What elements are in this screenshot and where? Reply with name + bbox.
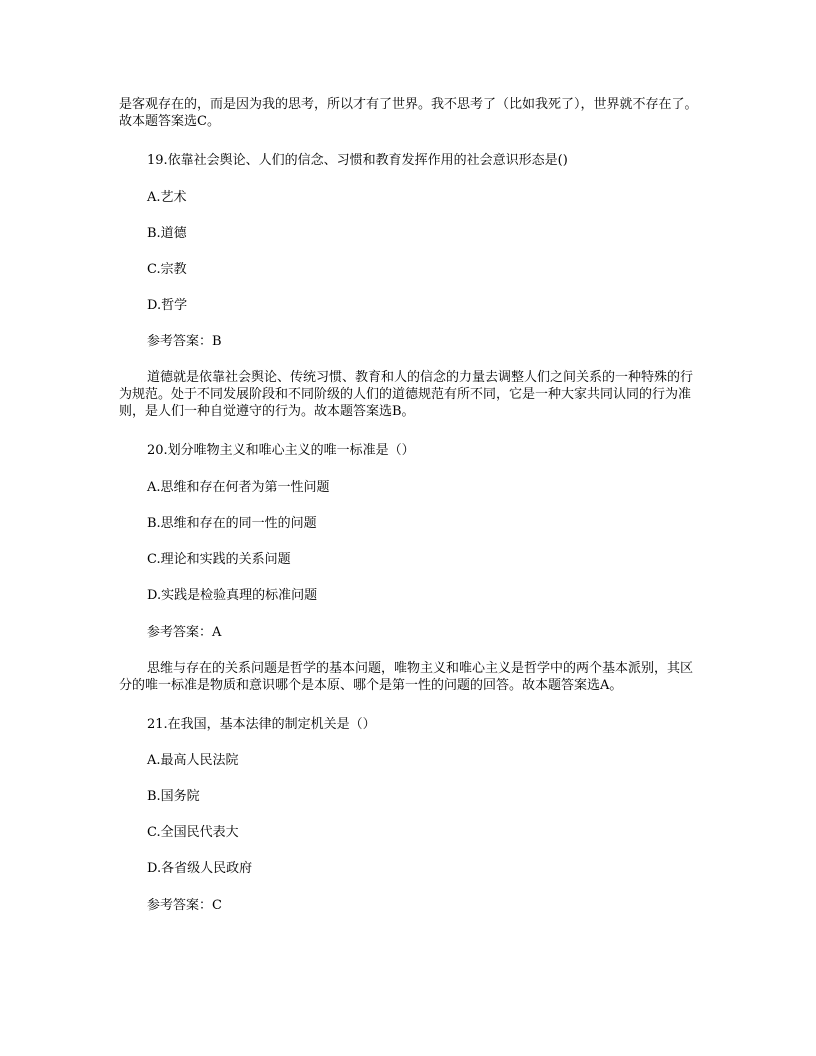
option-b: B.思维和存在的同一性的问题: [147, 516, 317, 531]
reference-answer: 参考答案：A: [147, 625, 222, 640]
option-a: A.思维和存在何者为第一性问题: [147, 480, 330, 495]
option-d: D.实践是检验真理的标准问题: [147, 588, 318, 603]
option-b: B.道德: [147, 226, 187, 241]
answer-explanation: 道德就是依靠社会舆论、传统习惯、教育和人的信念的力量去调整人们之间关系的一种特殊的行为规范。处于不同发展阶段和不同阶级的人们的道德规范有所不同，它是一种大家共同认同的行为准则，是人们一种自觉遵守的行为。故本题答案选B。: [119, 370, 694, 419]
previous-explanation: 是客观存在的，而是因为我的思考，所以才有了世界。我不思考了（比如我死了），世界就不存在了。故本题答案选C。: [119, 97, 698, 129]
reference-answer: 参考答案：C: [147, 898, 222, 913]
option-d: D.各省级人民政府: [147, 861, 253, 876]
answer-explanation: 思维与存在的关系问题是哲学的基本问题，唯物主义和唯心主义是哲学中的两个基本派别，其区分的唯一标准是物质和意识哪个是本原、哪个是第一性的问题的回答。故本题答案选A。: [119, 661, 694, 693]
option-c: C.宗教: [147, 262, 187, 277]
option-d: D.哲学: [147, 298, 188, 313]
option-b: B.国务院: [147, 789, 200, 804]
option-c: C.全国民代表大: [147, 825, 239, 840]
question-stem: 20.划分唯物主义和唯心主义的唯一标准是（）: [147, 443, 415, 458]
option-c: C.理论和实践的关系问题: [147, 552, 291, 567]
option-a: A.艺术: [147, 190, 187, 205]
option-a: A.最高人民法院: [147, 753, 239, 768]
question-stem: 21.在我国，基本法律的制定机关是（）: [147, 717, 376, 732]
question-stem: 19.依靠社会舆论、人们的信念、习惯和教育发挥作用的社会意识形态是(): [147, 153, 568, 168]
reference-answer: 参考答案：B: [147, 334, 222, 349]
